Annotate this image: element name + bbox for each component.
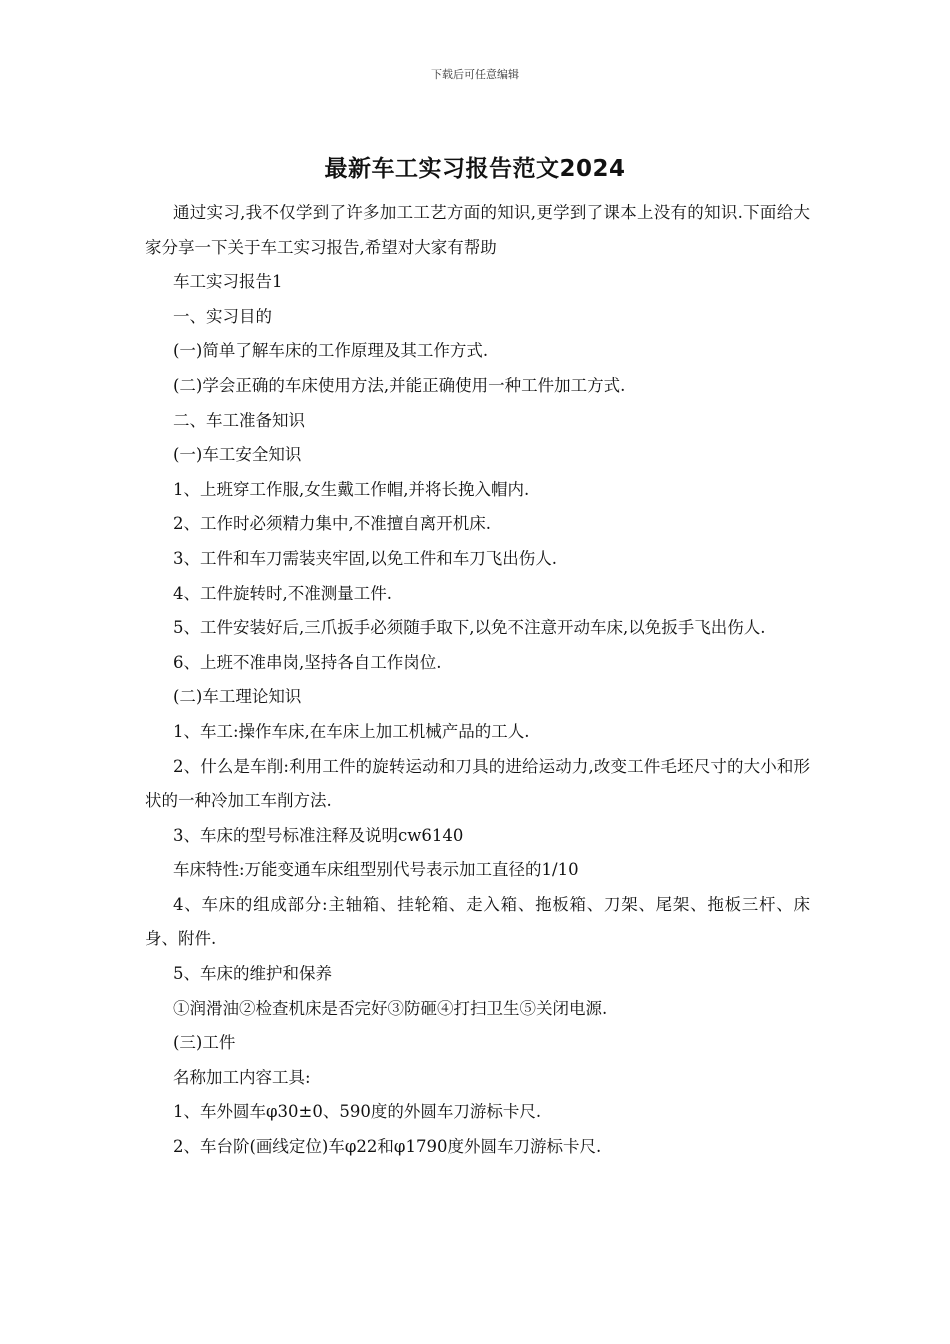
section-heading: 一、实习目的 [173,306,272,326]
paragraph: 名称加工内容工具: [173,1067,311,1087]
list-item: 5、车床的维护和保养 [173,964,332,984]
list-item: 1、车外圆车φ30±0、590度的外圆车刀游标卡尺. [173,1102,542,1122]
intro-paragraph: 通过实习,我不仅学到了许多加工工艺方面的知识,更学到了课本上没有的知识.下面给大家分享一下关于车工实习报告,希望对大家有帮助 [145,203,810,257]
subsection-heading: (二)车工理论知识 [173,687,302,707]
list-item: 1、上班穿工作服,女生戴工作帽,并将长挽入帽内. [173,479,530,499]
list-item: 4、工件旋转时,不准测量工件. [173,583,392,603]
report-heading: 车工实习报告1 [173,272,283,292]
list-item: 3、工件和车刀需装夹牢固,以免工件和车刀飞出伤人. [173,548,557,568]
list-item: 3、车床的型号标准注释及说明cw6140 [173,825,464,845]
list-item: 4、车床的组成部分:主轴箱、挂轮箱、走入箱、拖板箱、刀架、尾架、拖板三杆、床身、附件. [145,894,810,949]
list-item: 5、工件安装好后,三爪扳手必须随手取下,以免不注意开动车床,以免扳手飞出伤人. [173,618,766,638]
section-heading: 二、车工准备知识 [173,410,305,430]
list-item: 2、工作时必须精力集中,不准擅自离开机床. [173,514,491,534]
list-item: 2、车台阶(画线定位)车φ22和φ1790度外圆车刀游标卡尺. [173,1137,602,1157]
paragraph: 车床特性:万能变通车床组型别代号表示加工直径的1/10 [173,860,579,880]
list-item: 2、什么是车削:利用工件的旋转运动和刀具的进给运动力,改变工件毛坯尺寸的大小和形状的一种冷加工车削方法. [145,756,810,811]
subsection-heading: (三)工件 [173,1033,236,1053]
paragraph: (一)简单了解车床的工作原理及其工作方式. [173,341,489,361]
subsection-heading: (一)车工安全知识 [173,445,302,465]
document-body [145,196,810,1165]
list-item: 1、车工:操作车床,在车床上加工机械产品的工人. [173,721,530,741]
list-item: 6、上班不准串岗,坚持各自工作岗位. [173,652,442,672]
paragraph: (二)学会正确的车床使用方法,并能正确使用一种工件加工方式. [173,375,626,395]
paragraph: ①润滑油②检查机床是否完好③防砸④打扫卫生⑤关闭电源. [173,998,608,1018]
header-note: 下载后可任意编辑 [431,68,519,81]
document-title: 最新车工实习报告范文2024 [324,156,626,182]
